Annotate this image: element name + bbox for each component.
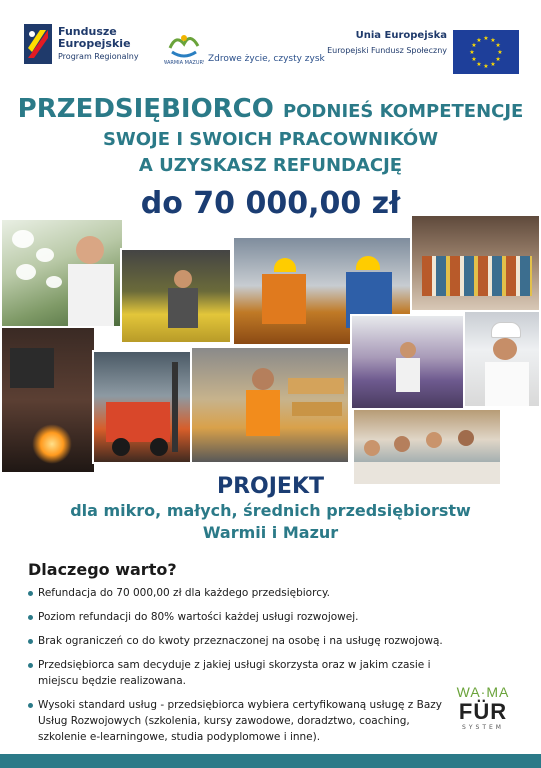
- photo-welder: [0, 326, 96, 474]
- why-title: Dlaczego warto?: [28, 560, 177, 579]
- photo-chef: [463, 310, 541, 408]
- eu-logo: [327, 30, 519, 70]
- eu-star-icon: ★: [497, 49, 503, 56]
- headline-line-3: A UZYSKASZ REFUNDACJĘ: [138, 155, 403, 176]
- photo-florist: [0, 218, 124, 328]
- fundusze-europejskie-logo: [24, 24, 169, 68]
- eu-star-icon: ★: [483, 35, 489, 42]
- eu-title: Unia Europejska: [355, 30, 447, 41]
- header: [0, 0, 541, 80]
- project-region: Warmii i Mazur: [202, 523, 339, 542]
- wamafur-top: WA·MA: [456, 684, 510, 700]
- benefit-item: Wysoki standard usług - przedsiębiorca wybiera certyfikowaną usługę z Bazy Usług Rozwojowych (szkolenia, kursy zawodowe, doradztwo, coaching, szkolenie e-learningowe, studia podyplomowe i inne).: [28, 697, 448, 745]
- fe-title: Fundusze Europejskie: [58, 25, 131, 50]
- headline-big: PRZEDSIĘBIORCO: [17, 94, 274, 124]
- warmia-mazury-icon: [164, 30, 204, 66]
- eu-star-icon: ★: [483, 63, 489, 70]
- footer-bar: [0, 754, 541, 768]
- photo-parcel-sorting: [190, 346, 350, 464]
- wamafur-logo: [445, 684, 521, 740]
- warmia-mazury-logo-text: WARMIA MAZURY: [164, 60, 204, 66]
- project-target: dla mikro, małych, średnich przedsiębiorstw: [70, 501, 471, 520]
- eu-subtitle: Europejski Fundusz Społeczny: [327, 46, 447, 55]
- eu-star-icon: ★: [490, 36, 496, 44]
- eu-star-icon: ★: [495, 56, 501, 63]
- headline-small: PODNIEŚ KOMPETENCJE: [282, 101, 524, 122]
- photo-color-samples: [410, 214, 541, 312]
- photo-forklift: [92, 350, 192, 464]
- eu-star-icon: ★: [469, 49, 475, 56]
- photo-collage: [0, 214, 541, 474]
- benefit-item: Refundacja do 70 000,00 zł dla każdego przedsiębiorcy.: [28, 585, 448, 601]
- refund-amount: do 70 000,00 zł: [140, 186, 401, 221]
- eu-star-icon: ★: [471, 42, 477, 49]
- photo-lavender-field: [350, 314, 465, 410]
- headline-line-1: [0, 94, 541, 127]
- benefit-item: Przedsiębiorca sam decyduje z jakiej usługi skorzysta oraz w jakim czasie i miejscu będzie realizowana.: [28, 657, 448, 689]
- fe-subtitle: Program Regionalny: [58, 52, 139, 61]
- eu-star-icon: ★: [476, 61, 482, 69]
- eu-star-icon: ★: [495, 42, 501, 49]
- wamafur-mid: FÜR: [458, 699, 508, 724]
- why-section: [28, 560, 448, 753]
- headline-line-2: SWOJE I SWOICH PRACOWNIKÓW: [102, 129, 439, 150]
- fe-star-icon: [24, 24, 52, 64]
- wamafur-bottom: SYSTEM: [462, 724, 504, 731]
- benefit-item: Brak ograniczeń co do kwoty przeznaczonej na osobę i na usługę rozwojową.: [28, 633, 448, 649]
- eu-star-icon: ★: [476, 36, 482, 44]
- warmia-mazury-logo: [164, 30, 204, 66]
- region-slogan: Zdrowe życie, czysty zysk: [208, 54, 325, 64]
- project-title: PROJEKT: [216, 474, 325, 499]
- photo-warehouse-worker: [120, 248, 232, 344]
- headline: [0, 94, 541, 179]
- eu-flag-icon: [453, 30, 519, 74]
- benefits-list: [28, 585, 448, 745]
- eu-star-icon: ★: [490, 61, 496, 69]
- benefit-item: Poziom refundacji do 80% wartości każdej usługi rozwojowej.: [28, 609, 448, 625]
- project-section: [0, 474, 541, 544]
- eu-star-icon: ★: [471, 56, 477, 63]
